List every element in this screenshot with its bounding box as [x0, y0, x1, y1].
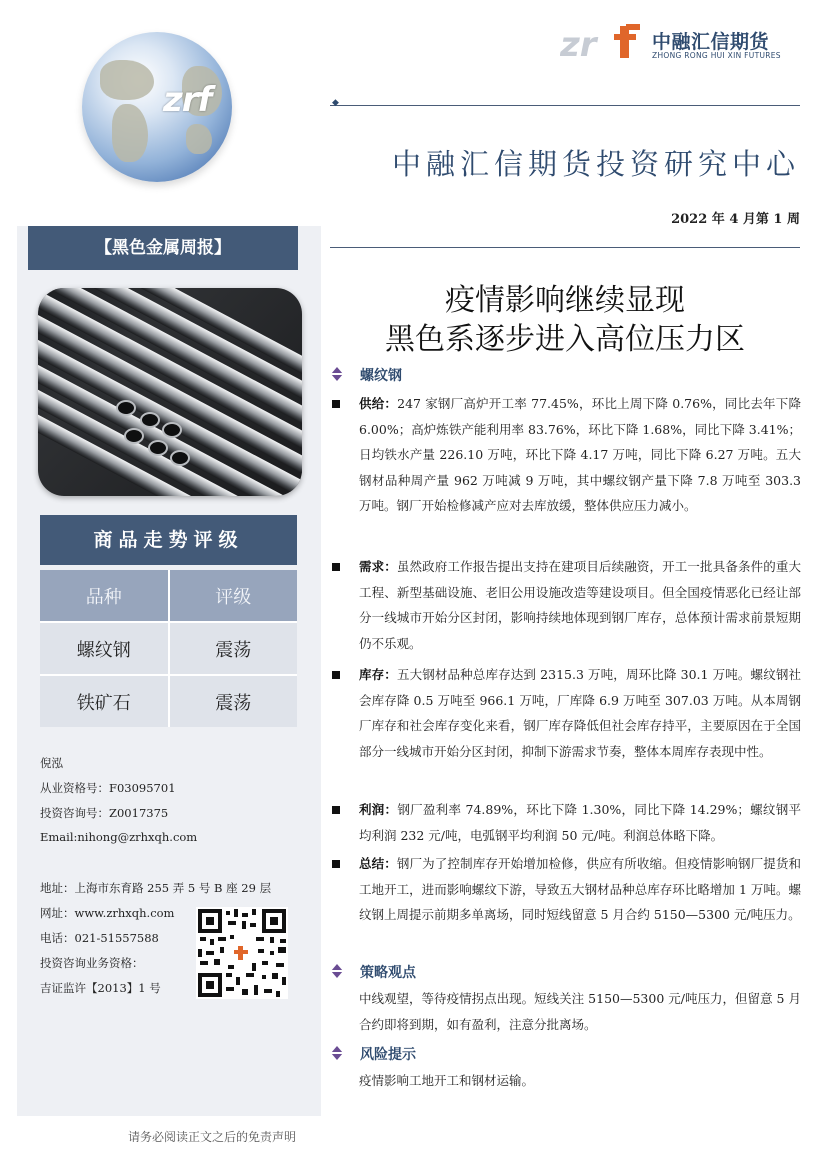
paragraph-risk: 疫情影响工地开工和钢材运输。 — [359, 1073, 535, 1088]
paragraph-demand — [359, 554, 801, 656]
commodity-cell: 铁矿石 — [40, 674, 168, 727]
header-divider — [330, 105, 800, 106]
brand-name: 中融汇信期货 — [652, 31, 770, 53]
brand-logo-mark — [560, 22, 650, 62]
rating-table-header — [40, 570, 297, 621]
address: 地址：上海市东育路 255 弄 5 号 B 座 29 层 — [40, 881, 272, 895]
square-bullet-icon — [332, 671, 340, 679]
steel-pipes-image — [38, 288, 302, 496]
qr-code-image — [196, 907, 288, 999]
label-supply: 供给： — [359, 396, 398, 411]
rating-table — [40, 570, 297, 727]
text-summary: 钢厂为了控制库存开始增加检修，供应有所收缩。但疫情影响钢厂提货和工地开工，进而影响螺纹下游，导致五大钢材品种总库存环比略增加 1 万吨。螺纹钢上周提示前期多单离场，同时短线留意 5 月合约 5150—5300 元/吨压力。 — [359, 856, 801, 922]
ornament-icon: ◆ — [332, 98, 339, 108]
rating-heading: 商品走势评级 — [40, 515, 297, 565]
paragraph-strategy: 中线观望，等待疫情拐点出现。短线关注 5150—5300 元/吨压力，但留意 5 月合约即将到期，如有盈利，注意分批离场。 — [359, 991, 801, 1032]
disclaimer-note: 请务必阅读正文之后的免责声明 — [128, 1130, 297, 1144]
svg-text:zr: zr — [560, 25, 597, 62]
license-number: 从业资格号：F03095701 — [40, 781, 176, 795]
square-bullet-icon — [332, 860, 340, 868]
diamond-bullet-icon — [331, 964, 343, 978]
advisory-number: 投资咨询号：Z0017375 — [40, 806, 169, 820]
text-demand: 虽然政府工作报告提出支持在建项目后续融资，开工一批具备条件的重大工程、新型基础设施、老旧公用设施改造等建设项目。但全国疫情恶化已经让部分一线城市开始分区封闭，影响持续地体现到钢厂库存，总体预计需求前景短期仍不乐观。 — [359, 559, 801, 651]
qualification-number: 吉证监许【2013】1 号 — [40, 981, 161, 995]
text-supply: 247 家钢厂高炉开工率 77.45%，环比上周下降 0.76%，同比去年下降 6.00%；高炉炼铁产能利用率 83.76%，环比下降 1.68%，同比下降 3.41%；日均铁水产量 226.10 万吨，环比下降 4.17 万吨，同比下降 6.27 万吨。五大钢材品种周产量 962 万吨减 9 万吨，其中螺纹钢产量下降 7.8 万吨至 303.3 万吨。钢厂开始检修减产应对去库放缓，整体供应压力减小。 — [359, 396, 801, 513]
org-title: 中融汇信期货投资研究中心 — [391, 147, 800, 181]
column-header-rating: 评级 — [168, 570, 298, 621]
diamond-bullet-icon — [331, 367, 343, 381]
headline-line-2: 黑色系逐步进入高位压力区 — [385, 322, 745, 357]
table-row — [40, 674, 297, 727]
headline-line-1: 疫情影响继续显现 — [445, 283, 685, 318]
issue-date: 2022 年 4 月第 1 周 — [671, 212, 800, 227]
text-profit: 钢厂盈利率 74.89%，环比下降 1.30%，同比下降 14.29%；螺纹钢平均利润 232 元/吨，电弧钢平均利润 50 元/吨。利润总体略下降。 — [359, 802, 801, 843]
brand-name-english: ZHONG RONG HUI XIN FUTURES — [652, 51, 781, 60]
rating-cell: 震荡 — [168, 621, 298, 674]
section-title-strategy: 策略观点 — [360, 965, 416, 981]
square-bullet-icon — [332, 806, 340, 814]
label-inventory: 库存： — [359, 667, 397, 682]
column-header-commodity: 品种 — [40, 570, 168, 621]
text-inventory: 五大钢材品种总库存达到 2315.3 万吨，周环比降 30.1 万吨。螺纹钢社会库存降 0.5 万吨至 966.1 万吨，厂库降 6.9 万吨至 307.03 万吨。从本周钢厂库存和社会库存变化来看，钢厂库存降低但社会库存持平，主要原因在于全国部分一线城市开始分区封闭，抑制下游需求节奏，整体本周库存表现中性。 — [359, 667, 801, 759]
square-bullet-icon — [332, 400, 340, 408]
globe-logo-text: zrf — [163, 80, 212, 120]
section-title-risk: 风险提示 — [360, 1047, 416, 1063]
paragraph-profit — [359, 797, 801, 848]
diamond-bullet-icon — [331, 1046, 343, 1060]
label-profit: 利润： — [359, 802, 398, 817]
label-summary: 总结： — [359, 856, 397, 871]
label-demand: 需求： — [359, 559, 397, 574]
paragraph-summary — [359, 851, 801, 928]
qualification-label: 投资咨询业务资格： — [40, 956, 144, 970]
report-type-banner: 【黑色金属周报】 — [28, 226, 298, 270]
phone-number: 电话：021-51557588 — [40, 931, 159, 945]
email-link[interactable]: Email:nihong@zrhxqh.com — [40, 830, 198, 844]
date-divider — [330, 247, 800, 248]
website-link[interactable]: 网址：www.zrhxqh.com — [40, 906, 175, 920]
square-bullet-icon — [332, 563, 340, 571]
paragraph-supply — [359, 391, 801, 519]
analyst-name: 倪泓 — [40, 756, 63, 770]
section-title-rebar: 螺纹钢 — [360, 368, 402, 384]
table-row — [40, 621, 297, 674]
commodity-cell: 螺纹钢 — [40, 621, 168, 674]
paragraph-inventory — [359, 662, 801, 764]
rating-cell: 震荡 — [168, 674, 298, 727]
